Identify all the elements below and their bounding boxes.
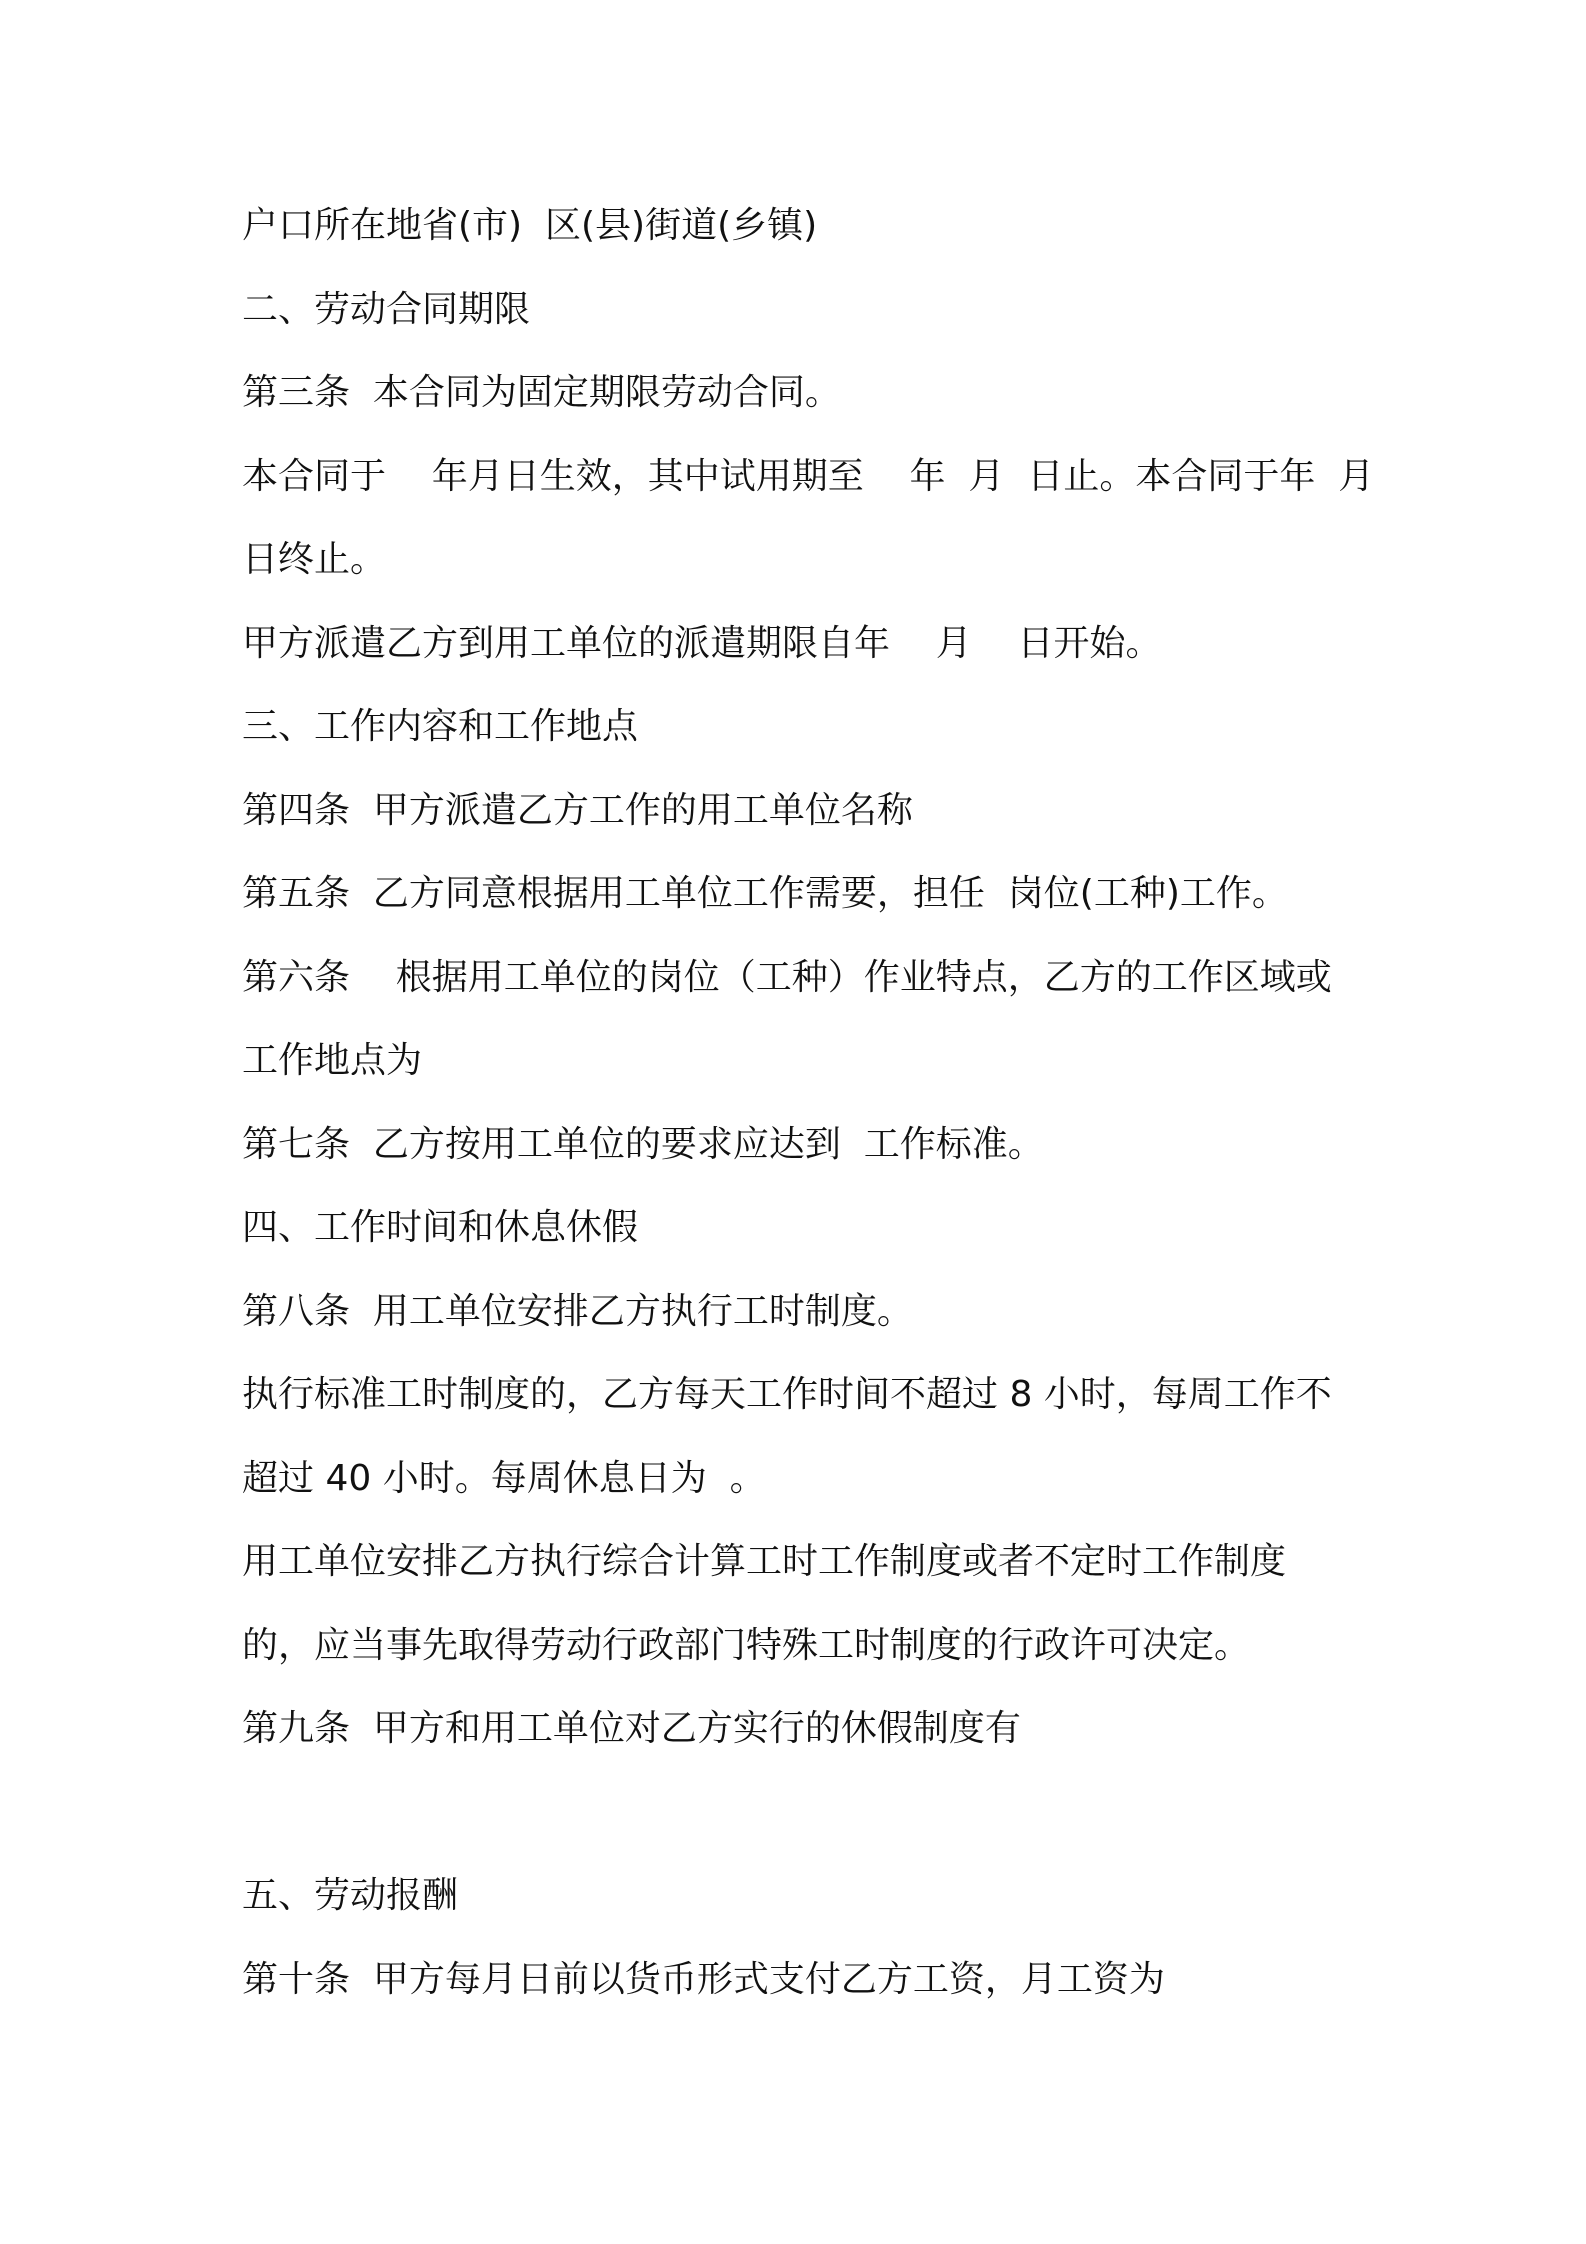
section-heading-remuneration: 五、劳动报酬 — [242, 1875, 459, 1916]
contract-effective-date-text: 本合同于 年月日生效，其中试用期至 年 月 日止。本合同于年 月 — [242, 456, 1375, 497]
standard-hours-text: 执行标准工时制度的，乙方每天工作时间不超过 8 小时，每周工作不 — [242, 1374, 1332, 1415]
article-9-text: 第九条 甲方和用工单位对乙方实行的休假制度有 — [242, 1708, 1021, 1749]
article-3-text: 第三条 本合同为固定期限劳动合同。 — [242, 372, 841, 413]
standard-hours-continuation: 超过 40 小时。每周休息日为 。 — [242, 1458, 766, 1499]
contract-end-text: 日终止。 — [242, 539, 387, 580]
special-hours-text: 用工单位安排乙方执行综合计算工时工作制度或者不定时工作制度 — [242, 1541, 1287, 1582]
article-7-text: 第七条 乙方按用工单位的要求应达到 工作标准。 — [242, 1124, 1044, 1165]
article-8-text: 第八条 用工单位安排乙方执行工时制度。 — [242, 1291, 913, 1332]
article-4-text: 第四条 甲方派遣乙方工作的用工单位名称 — [242, 790, 913, 831]
dispatch-period-text: 甲方派遣乙方到用工单位的派遣期限自年 月 日开始。 — [242, 623, 1162, 664]
article-10-text: 第十条 甲方每月日前以货币形式支付乙方工资，月工资为 — [242, 1959, 1165, 2000]
special-hours-continuation: 的，应当事先取得劳动行政部门特殊工时制度的行政许可决定。 — [242, 1625, 1251, 1666]
article-6-text: 第六条 根据用工单位的岗位（工种）作业特点，乙方的工作区域或 — [242, 957, 1332, 998]
line-hukou-address: 户口所在地省(市) 区(县)街道(乡镇) — [242, 205, 818, 246]
article-6-continuation: 工作地点为 — [242, 1040, 423, 1081]
section-heading-work-content: 三、工作内容和工作地点 — [242, 706, 639, 747]
section-heading-contract-term: 二、劳动合同期限 — [242, 289, 531, 330]
article-5-text: 第五条 乙方同意根据用工单位工作需要，担任 岗位(工种)工作。 — [242, 873, 1288, 914]
section-heading-working-hours: 四、工作时间和休息休假 — [242, 1207, 639, 1248]
